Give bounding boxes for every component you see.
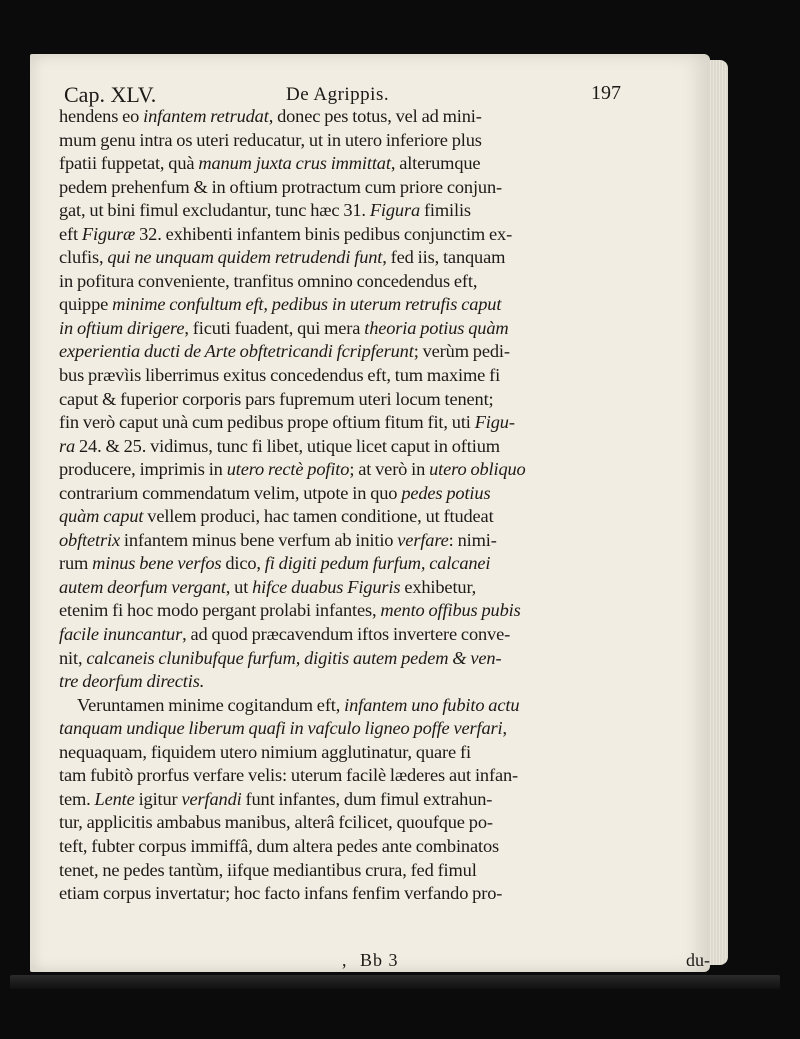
italic-text: ra — [59, 435, 76, 456]
roman-text: tenet, ne pedes tantùm, iifque mediantibus crura, fed fimul — [59, 859, 477, 880]
text-line — [59, 364, 699, 388]
text-line — [59, 246, 699, 270]
text-line — [59, 340, 699, 364]
italic-text: Lente — [94, 788, 135, 809]
roman-text: 24. & 25. vidimus, tunc fi libet, utique licet caput in oftium — [75, 435, 500, 456]
body-text — [59, 105, 699, 906]
text-line — [59, 317, 699, 341]
roman-text: mum genu intra os uteri reducatur, ut in utero inferiore plus — [59, 129, 482, 150]
text-line — [59, 576, 699, 600]
roman-text: exhibetur, — [400, 576, 477, 597]
text-line — [59, 647, 699, 671]
roman-text: dico, — [221, 553, 265, 574]
roman-text: : nimi- — [448, 529, 497, 550]
text-line — [59, 717, 699, 741]
italic-text: qui ne unquam quidem retrudendi funt — [107, 247, 383, 268]
page-number: 197 — [591, 82, 621, 104]
catchword: du- — [686, 950, 710, 970]
text-line — [59, 599, 699, 623]
italic-text: verfare — [397, 529, 449, 550]
signature-mark: Bb 3 — [360, 950, 399, 970]
italic-text: utero obliquo — [429, 459, 526, 480]
text-line — [59, 694, 699, 718]
text-line — [59, 270, 699, 294]
roman-text: gat, ut bini fimul excludantur, tunc hæc 31. — [59, 200, 370, 221]
roman-text: bus prævìis liberrimus exitus concedendus eft, tum maxime fi — [59, 365, 501, 386]
italic-text: mento offibus pubis — [380, 600, 521, 621]
roman-text: ; at verò in — [349, 459, 430, 480]
italic-text: Figuræ — [81, 223, 136, 244]
roman-text: fpatii fuppetat, quà — [59, 153, 199, 174]
roman-text: eft — [59, 223, 82, 244]
text-line — [59, 176, 699, 200]
roman-text: ; verùm pedi- — [413, 341, 510, 362]
text-line — [59, 482, 699, 506]
chapter-label: Cap. XLV. — [64, 82, 157, 107]
italic-text: autem deorfum vergant — [59, 576, 226, 597]
roman-text: producere, imprimis in — [59, 459, 227, 480]
roman-text: vellem produci, hac tamen conditione, ut ftudeat — [143, 506, 494, 527]
page-footer — [58, 950, 710, 974]
roman-text: clufis, — [59, 247, 108, 268]
italic-text: tre deorfum directis. — [59, 671, 205, 692]
roman-text: nequaquam, fiquidem utero nimium agglutinatur, quare fi — [59, 741, 471, 762]
text-line — [59, 882, 699, 906]
text-line — [59, 670, 699, 694]
text-line — [59, 435, 699, 459]
italic-text: calcaneis clunibufque furfum, digitis autem pedem & ven- — [86, 647, 502, 668]
roman-text: tam fubitò prorfus verfare velis: uterum facilè læderes aut infan- — [59, 765, 518, 786]
roman-text: Veruntamen minime cogitandum eft, — [77, 694, 345, 715]
roman-text: , — [502, 718, 507, 739]
roman-text: etenim fi hoc modo pergant prolabi infantes, — [59, 600, 381, 621]
roman-text: nit, — [59, 647, 87, 668]
italic-text: obftetrix — [59, 529, 120, 550]
roman-text: contrarium commendatum velim, utpote in quo — [59, 482, 402, 503]
roman-text: fin verò caput unà cum pedibus prope oftium fitum fit, uti — [59, 412, 475, 433]
roman-text: rum — [59, 553, 93, 574]
italic-text: facile inuncantur — [59, 624, 183, 645]
roman-text: 32. exhibenti infantem binis pedibus conjunctim ex- — [135, 223, 513, 244]
italic-text: utero rectè pofito — [226, 459, 350, 480]
roman-text: fimilis — [420, 200, 471, 221]
italic-text: minus bene verfos — [92, 553, 222, 574]
text-line — [59, 411, 699, 435]
text-line — [59, 105, 699, 129]
italic-text: Figura — [369, 200, 420, 221]
roman-text: tur, applicitis ambabus manibus, alterâ fcilicet, quoufque po- — [59, 812, 493, 833]
italic-text: minime confultum eft, pedibus in uterum retrufis caput — [112, 294, 502, 315]
italic-text: manum juxta crus immittat — [198, 153, 391, 174]
book-board — [10, 975, 780, 989]
italic-text: Figu- — [474, 412, 515, 433]
text-line — [59, 388, 699, 412]
footer-mark: , — [342, 950, 347, 970]
running-title: De Agrippis. — [286, 84, 390, 105]
text-line — [59, 505, 699, 529]
roman-text: quippe — [59, 294, 113, 315]
text-line — [59, 788, 699, 812]
text-line — [59, 741, 699, 765]
roman-text: , fed iis, tanquam — [382, 247, 506, 268]
text-line — [59, 835, 699, 859]
italic-text: pedes potius — [401, 482, 491, 503]
text-line — [59, 152, 699, 176]
roman-text: , donec pes totus, vel ad mini- — [268, 106, 482, 126]
text-line — [59, 529, 699, 553]
roman-text: , ficuti fuadent, qui mera — [184, 317, 365, 338]
text-line — [59, 623, 699, 647]
italic-text: tanquam undique liberum quafi in vafculo ligneo poffe verfari — [59, 718, 503, 739]
italic-text: theoria potius quàm — [364, 317, 509, 338]
roman-text: tem. — [59, 788, 95, 809]
roman-text: caput & fuperior corporis pars fupremum uteri locum tenent; — [59, 388, 494, 409]
text-line — [59, 811, 699, 835]
text-line — [59, 859, 699, 883]
text-line — [59, 552, 699, 576]
roman-text: funt infantes, dum fimul extrahun- — [241, 788, 493, 809]
italic-text: hifce duabus Figuris — [252, 576, 401, 597]
italic-text: experientia ducti de Arte obftetricandi fcripferunt — [59, 341, 414, 362]
text-line — [59, 293, 699, 317]
roman-text: in pofitura conveniente, tranfitus omnino concedendus eft, — [59, 270, 478, 291]
text-line — [59, 223, 699, 247]
italic-text: quàm caput — [59, 506, 144, 527]
roman-text: , ad quod præcavendum iftos invertere conve- — [182, 624, 511, 645]
roman-text: hendens eo — [59, 106, 144, 126]
text-line — [59, 129, 699, 153]
roman-text: , alterumque — [390, 153, 481, 174]
text-line — [59, 458, 699, 482]
roman-text: pedem prehenfum & in oftium protractum cum priore conjun- — [59, 176, 502, 197]
italic-text: infantem retrudat — [143, 106, 269, 126]
italic-text: infantem uno fubito actu — [344, 694, 520, 715]
italic-text: verfandi — [181, 788, 242, 809]
text-line — [59, 764, 699, 788]
roman-text: infantem minus bene verfum ab initio — [119, 529, 398, 550]
roman-text: , ut — [225, 576, 253, 597]
roman-text: etiam corpus invertatur; hoc facto infans fenfim verfando pro- — [59, 883, 503, 904]
text-line — [59, 199, 699, 223]
roman-text: igitur — [134, 788, 182, 809]
roman-text: teft, fubter corpus immiffâ, dum altera pedes ante combinatos — [59, 835, 499, 856]
italic-text: in oftium dirigere — [59, 317, 185, 338]
italic-text: fi digiti pedum furfum, calcanei — [264, 553, 491, 574]
